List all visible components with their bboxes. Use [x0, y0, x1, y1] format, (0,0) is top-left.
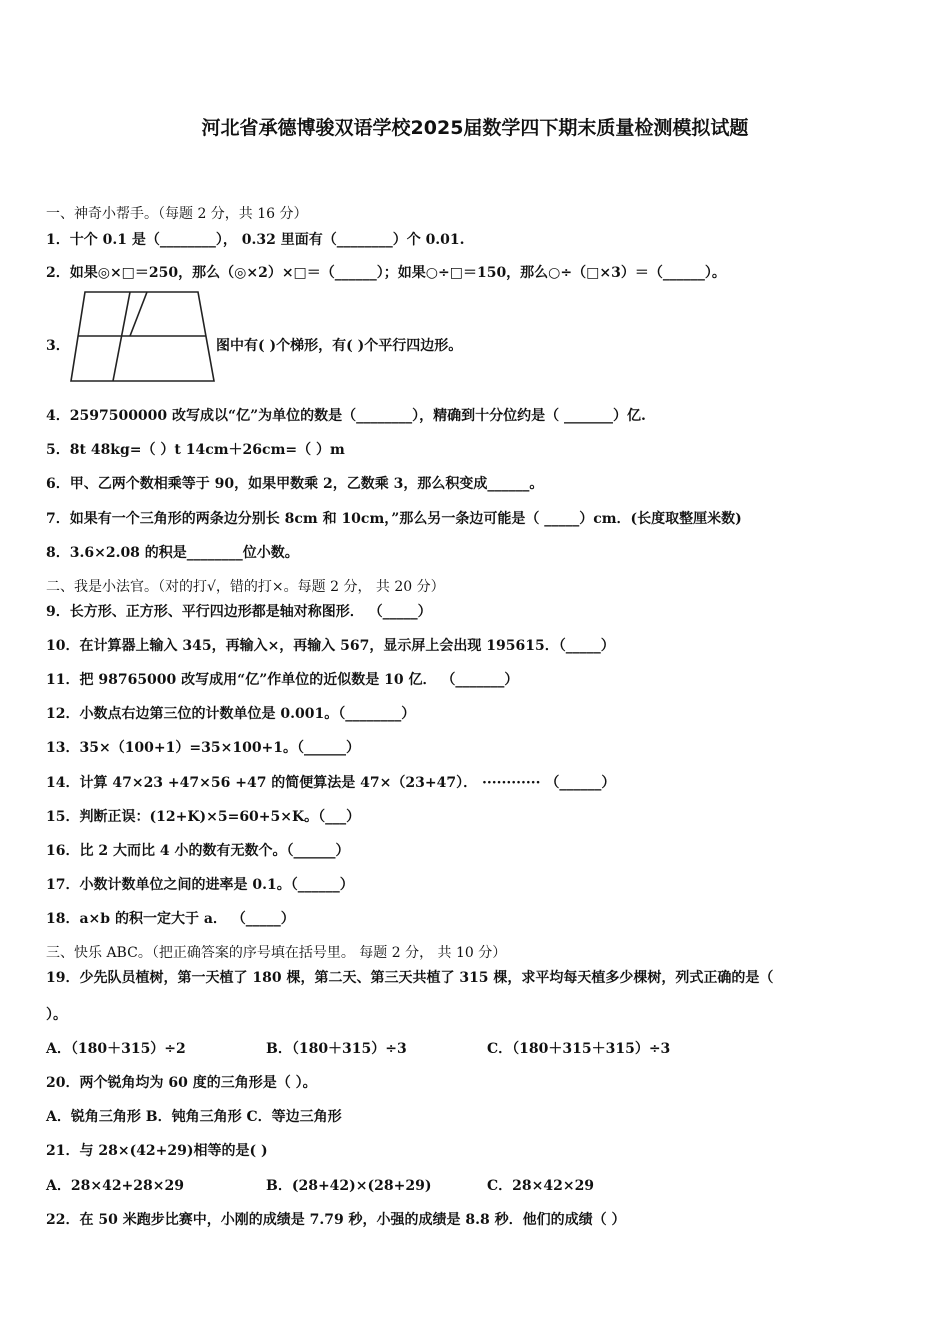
question-3-text: 图中有( )个梯形，有( )个平行四边形。 — [216, 338, 463, 354]
question-15: 15．判断正误：(12+K)×5=60+5×K。（___） — [46, 809, 361, 825]
question-11: 11．把 98765000 改写成用“亿”作单位的近似数是 10 亿． （_______） — [46, 672, 519, 688]
trapezoid-figure — [68, 290, 218, 384]
q19-option-c: C．（180＋315＋315）÷3 — [487, 1041, 671, 1057]
question-2: 2．如果◎×□＝250，那么（◎×2）×□＝（______）；如果○÷□＝150，那么○÷（□×3）＝（______）。 — [46, 265, 726, 281]
divider-right — [130, 292, 147, 336]
q19-option-a: A．（180＋315）÷2 — [46, 1041, 186, 1057]
question-14: 14．计算 47×23 +47×56 +47 的简便算法是 47×（23+47）． ············ （______） — [46, 775, 616, 791]
question-19-continued: ）。 — [46, 1007, 67, 1023]
question-13: 13．35×（100+1）=35×100+1。（______） — [46, 740, 361, 756]
page-title: 河北省承德博骏双语学校2025届数学四下期末质量检测模拟试题 — [201, 117, 749, 139]
question-12: 12．小数点右边第三位的计数单位是 0.001。（________） — [46, 706, 416, 722]
section-heading-1: 一、神奇小帮手。（每题 2 分，共 16 分） — [46, 206, 308, 222]
question-4: 4．2597500000 改写成以“亿”为单位的数是（________），精确到十分位约是（ _______）亿. — [46, 408, 646, 424]
question-22: 22．在 50 米跑步比赛中，小刚的成绩是 7.79 秒，小强的成绩是 8.8 秒．他们的成绩（ ） — [46, 1212, 626, 1228]
q20-options: A．锐角三角形 B．钝角三角形 C．等边三角形 — [46, 1109, 342, 1125]
q21-option-a: A．28×42+28×29 — [46, 1178, 184, 1194]
question-18: 18．a×b 的积一定大于 a． （_____） — [46, 911, 295, 927]
question-6: 6．甲、乙两个数相乘等于 90，如果甲数乘 2，乙数乘 3，那么积变成______。 — [46, 476, 544, 492]
question-21: 21．与 28×(42+29)相等的是( ) — [46, 1143, 268, 1159]
q19-option-b: B．（180＋315）÷3 — [266, 1041, 407, 1057]
question-5: 5．8t 48kg=（ ）t 14cm＋26cm=（ ）m — [46, 442, 345, 458]
question-7: 7．如果有一个三角形的两条边分别长 8cm 和 10cm，”那么另一条边可能是（ _____）cm．(长度取整厘米数) — [46, 511, 742, 527]
question-9: 9．长方形、正方形、平行四边形都是轴对称图形． （_____） — [46, 604, 432, 620]
q21-option-b: B．(28+42)×(28+29) — [266, 1178, 432, 1194]
question-1: 1．十个 0.1 是（________）， 0.32 里面有（________）个 0.01. — [46, 232, 465, 248]
question-19: 19．少先队员植树，第一天植了 180 棵，第二天、第三天共植了 315 棵，求平均每天植多少棵树，列式正确的是（ — [46, 970, 774, 986]
section-heading-3: 三、快乐 ABC。（把正确答案的序号填在括号里。 每题 2 分， 共 10 分） — [46, 945, 507, 961]
question-16: 16．比 2 大而比 4 小的数有无数个。（______） — [46, 843, 350, 859]
question-10: 10．在计算器上输入 345，再输入×，再输入 567，显示屏上会出现 195615．（_____） — [46, 638, 615, 654]
section-heading-2: 二、我是小法官。（对的打√，错的打×。每题 2 分， 共 20 分） — [46, 579, 445, 595]
question-17: 17．小数计数单位之间的进率是 0.1。（______） — [46, 877, 354, 893]
question-20: 20．两个锐角均为 60 度的三角形是（ ）。 — [46, 1075, 317, 1091]
question-3-number: 3． — [46, 338, 70, 354]
q21-option-c: C．28×42×29 — [487, 1178, 595, 1194]
question-8: 8．3.6×2.08 的积是________位小数。 — [46, 545, 299, 561]
